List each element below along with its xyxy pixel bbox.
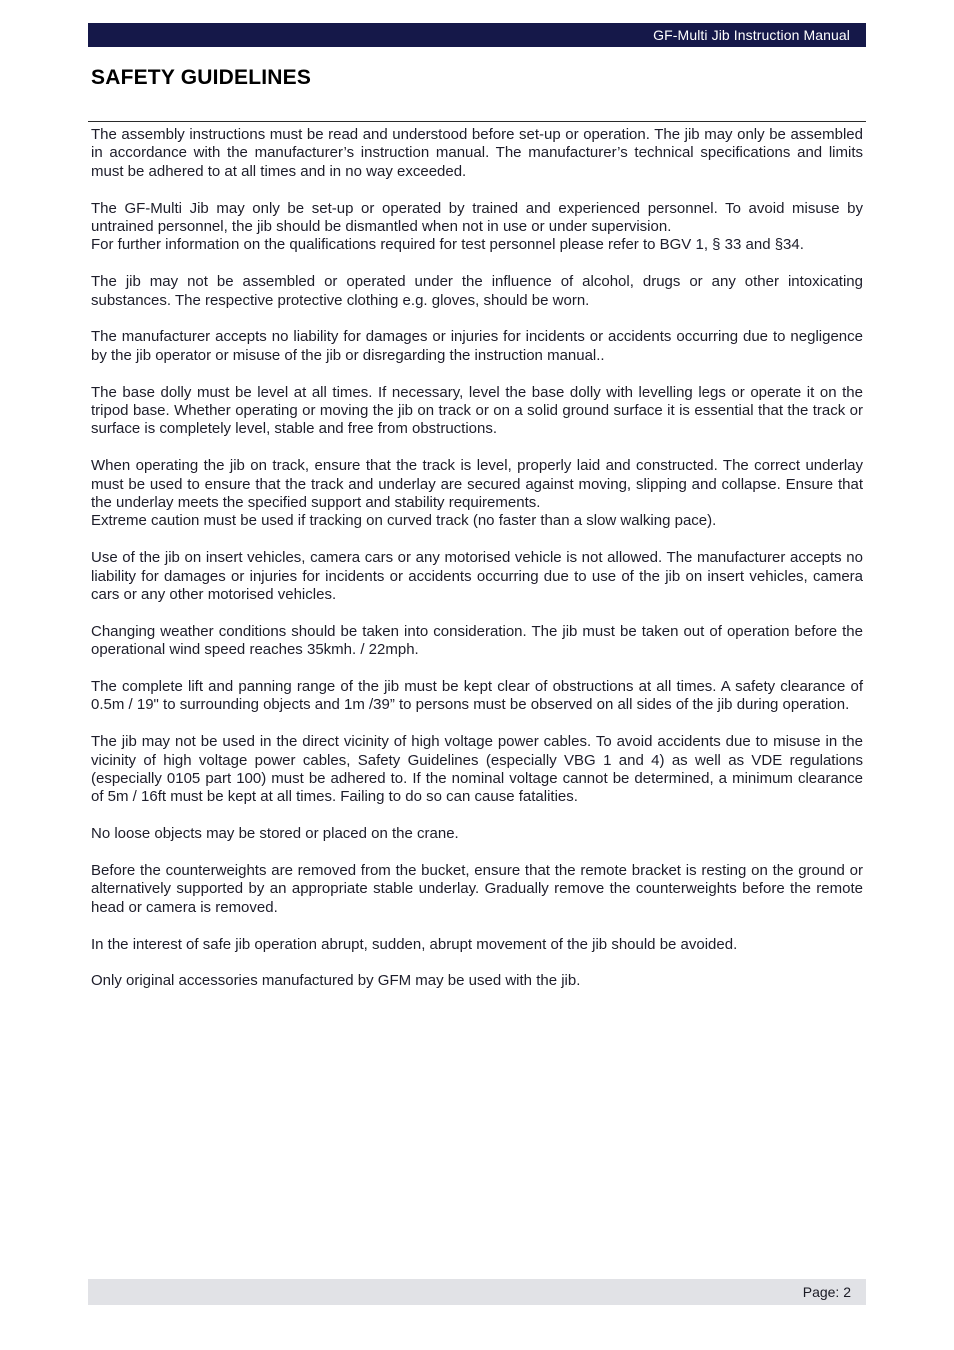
paragraph-line: No loose objects may be stored or placed on the crane.: [91, 825, 459, 843]
title-divider: [88, 121, 866, 122]
paragraph: [91, 457, 863, 531]
paragraph: [91, 972, 863, 990]
paragraph-line: The jib may not be assembled or operated under the influence of alcohol, drugs or any other intoxicating substances. The respective protective clothing e.g. gloves, should be worn.: [91, 273, 863, 309]
paragraph: [91, 623, 863, 660]
paragraph-line: The manufacturer accepts no liability for damages or injuries for incidents or accidents occurring due to negligence by the jib operator or misuse of the jib or disregarding the instruction manual..: [91, 328, 863, 364]
paragraph: [91, 126, 863, 181]
paragraph-line: The base dolly must be level at all times. If necessary, level the base dolly with levelling legs or operate it on the tripod base. Whether operating or moving the jib on track or on a solid ground surface it is essential that the track or surface is completely level, stable and free from obstructions.: [91, 383, 863, 438]
paragraph-line: Before the counterweights are removed from the bucket, ensure that the remote bracket is resting on the ground or alternatively supported by an appropriate stable underlay. Gradually remove the counterweights before the remote head or camera is removed.: [91, 862, 863, 916]
page-number: Page: 2: [802, 1284, 851, 1300]
body-text: [91, 126, 863, 1009]
paragraph: [91, 678, 863, 715]
paragraph-line: For further information on the qualifications required for test personnel please refer to BGV 1, § 33 and §34.: [91, 236, 804, 254]
footer-bar: [88, 1279, 866, 1305]
paragraph-line: Use of the jib on insert vehicles, camera cars or any motorised vehicle is not allowed. The manufacturer accepts no liability for damages or injuries for incidents or accidents occurring due to use of the jib on insert vehicles, camera cars or any other motorised vehicles.: [91, 549, 863, 604]
paragraph: [91, 328, 863, 365]
paragraph-line: Extreme caution must be used if tracking on curved track (no faster than a slow walking pace).: [91, 512, 717, 530]
paragraph-line: In the interest of safe jib operation abrupt, sudden, abrupt movement of the jib should be avoided.: [91, 935, 738, 953]
paragraph-line: The assembly instructions must be read and understood before set-up or operation. The jib may only be assembled in accordance with the manufacturer’s instruction manual. The manufacturer’s technical specifications and limits must be adhered to at all times and in no way exceeded.: [91, 126, 863, 180]
paragraph-line: Changing weather conditions should be taken into consideration. The jib must be taken out of operation before the operational wind speed reaches 35kmh. / 22mph.: [91, 622, 863, 659]
paragraph: [91, 733, 863, 807]
paragraph: [91, 273, 863, 310]
paragraph-line: The jib may not be used in the direct vicinity of high voltage power cables. To avoid accidents due to misuse in the vicinity of high voltage power cables, Safety Guidelines (especially VBG 1 and 4) as well as VDE regulations (especially 0105 part 100) must be adhered to. If the nominal voltage cannot be determined, a minimum clearance of 5m / 16ft must be kept at all times. Failing to do so can cause fatalities.: [91, 733, 863, 806]
page-title: SAFETY GUIDELINES: [91, 66, 312, 89]
paragraph-line: The complete lift and panning range of the jib must be kept clear of obstructions at all times. A safety clearance of 0.5m / 19" to surrounding objects and 1m /39” to persons must be observed on all sides of the jib during operation.: [91, 678, 863, 714]
header-bar: [88, 23, 866, 47]
paragraph-line: Only original accessories manufactured by GFM may be used with the jib.: [91, 972, 581, 990]
paragraph: [91, 384, 863, 439]
document-title: GF-Multi Jib Instruction Manual: [653, 27, 850, 43]
paragraph-line: When operating the jib on track, ensure that the track is level, properly laid and constructed. The correct underlay must be used to ensure that the track and underlay are secured against moving, slipping and collapse. Ensure that the underlay meets the specified support and stability requirements.: [91, 457, 863, 512]
paragraph: [91, 200, 863, 255]
paragraph: [91, 862, 863, 917]
paragraph: [91, 825, 863, 843]
paragraph-line: The GF-Multi Jib may only be set-up or operated by trained and experienced personnel. To avoid misuse by untrained personnel, the jib should be dismantled when not in use or under supervision.: [91, 199, 863, 236]
paragraph: [91, 549, 863, 604]
paragraph: [91, 936, 863, 954]
